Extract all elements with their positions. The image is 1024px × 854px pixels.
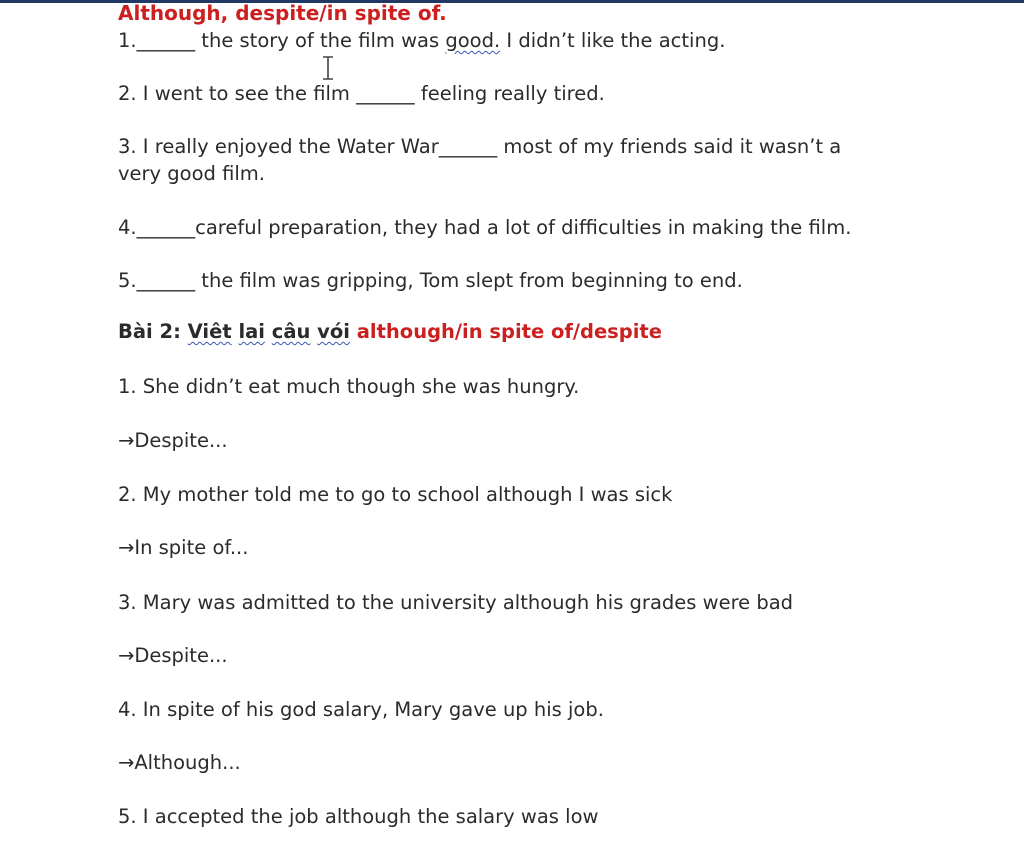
spellcheck-word: lai bbox=[238, 320, 265, 343]
blank-line: ______ bbox=[136, 29, 196, 52]
exercise2-label: Bài 2: bbox=[118, 320, 188, 343]
blank-line: ______ bbox=[136, 216, 196, 239]
exercise1-item-5 bbox=[118, 267, 743, 294]
exercise2-sentence-5: 5. I accepted the job although the salary was low bbox=[118, 805, 599, 828]
exercise1-item-2 bbox=[118, 80, 605, 107]
exercise2-answer-2: →In spite of... bbox=[118, 536, 249, 559]
exercise2-sentence-3: 3. Mary was admitted to the university although his grades were bad bbox=[118, 591, 794, 614]
item-number: 4. bbox=[118, 216, 137, 239]
exercise1-title: Although, despite/in spite of. bbox=[118, 1, 447, 25]
exercise1-item-4 bbox=[118, 214, 851, 241]
exercise1-item-3-continued: very good film. bbox=[118, 162, 266, 185]
exercise2-answer-3: →Despite... bbox=[118, 644, 228, 667]
item-number: 1. bbox=[118, 29, 137, 52]
item-text: the film was gripping, Tom slept from beginning to end. bbox=[195, 269, 743, 292]
spellcheck-word: câu bbox=[271, 320, 311, 343]
exercise1-item-1 bbox=[118, 27, 725, 54]
blank-line: ______ bbox=[438, 135, 498, 158]
blank-line: ______ bbox=[356, 82, 415, 105]
spellcheck-word: Viêt bbox=[187, 320, 232, 343]
item-number: 2. bbox=[118, 82, 137, 105]
exercise2-answer-1: →Despite... bbox=[118, 429, 228, 452]
exercise2-title bbox=[118, 318, 662, 345]
item-text: I went to see the film bbox=[136, 82, 357, 105]
exercise2-sentence-2: 2. My mother told me to go to school although I was sick bbox=[118, 483, 673, 506]
item-number: 3. bbox=[118, 135, 137, 158]
item-text: careful preparation, they had a lot of difficulties in making the film. bbox=[195, 216, 852, 239]
spellcheck-word: vói bbox=[317, 320, 350, 343]
item-number: 5. bbox=[118, 269, 137, 292]
exercise2-answer-4: →Although... bbox=[118, 751, 241, 774]
blank-line: ______ bbox=[136, 269, 196, 292]
item-text: most of my friends said it wasn’t a bbox=[497, 135, 842, 158]
exercise2-keywords: although/in spite of/despite bbox=[356, 320, 662, 343]
item-text: feeling really tired. bbox=[414, 82, 605, 105]
item-text: I didn’t like the acting. bbox=[500, 29, 726, 52]
spellcheck-word: good. bbox=[445, 29, 501, 52]
exercise2-sentence-4: 4. In spite of his god salary, Mary gave up his job. bbox=[118, 698, 604, 721]
item-text: the story of the film was bbox=[195, 29, 446, 52]
exercise2-sentence-1: 1. She didn’t eat much though she was hungry. bbox=[118, 375, 580, 398]
exercise1-item-3 bbox=[118, 133, 841, 160]
text-cursor-icon bbox=[319, 55, 337, 81]
item-text: I really enjoyed the Water War bbox=[136, 135, 439, 158]
